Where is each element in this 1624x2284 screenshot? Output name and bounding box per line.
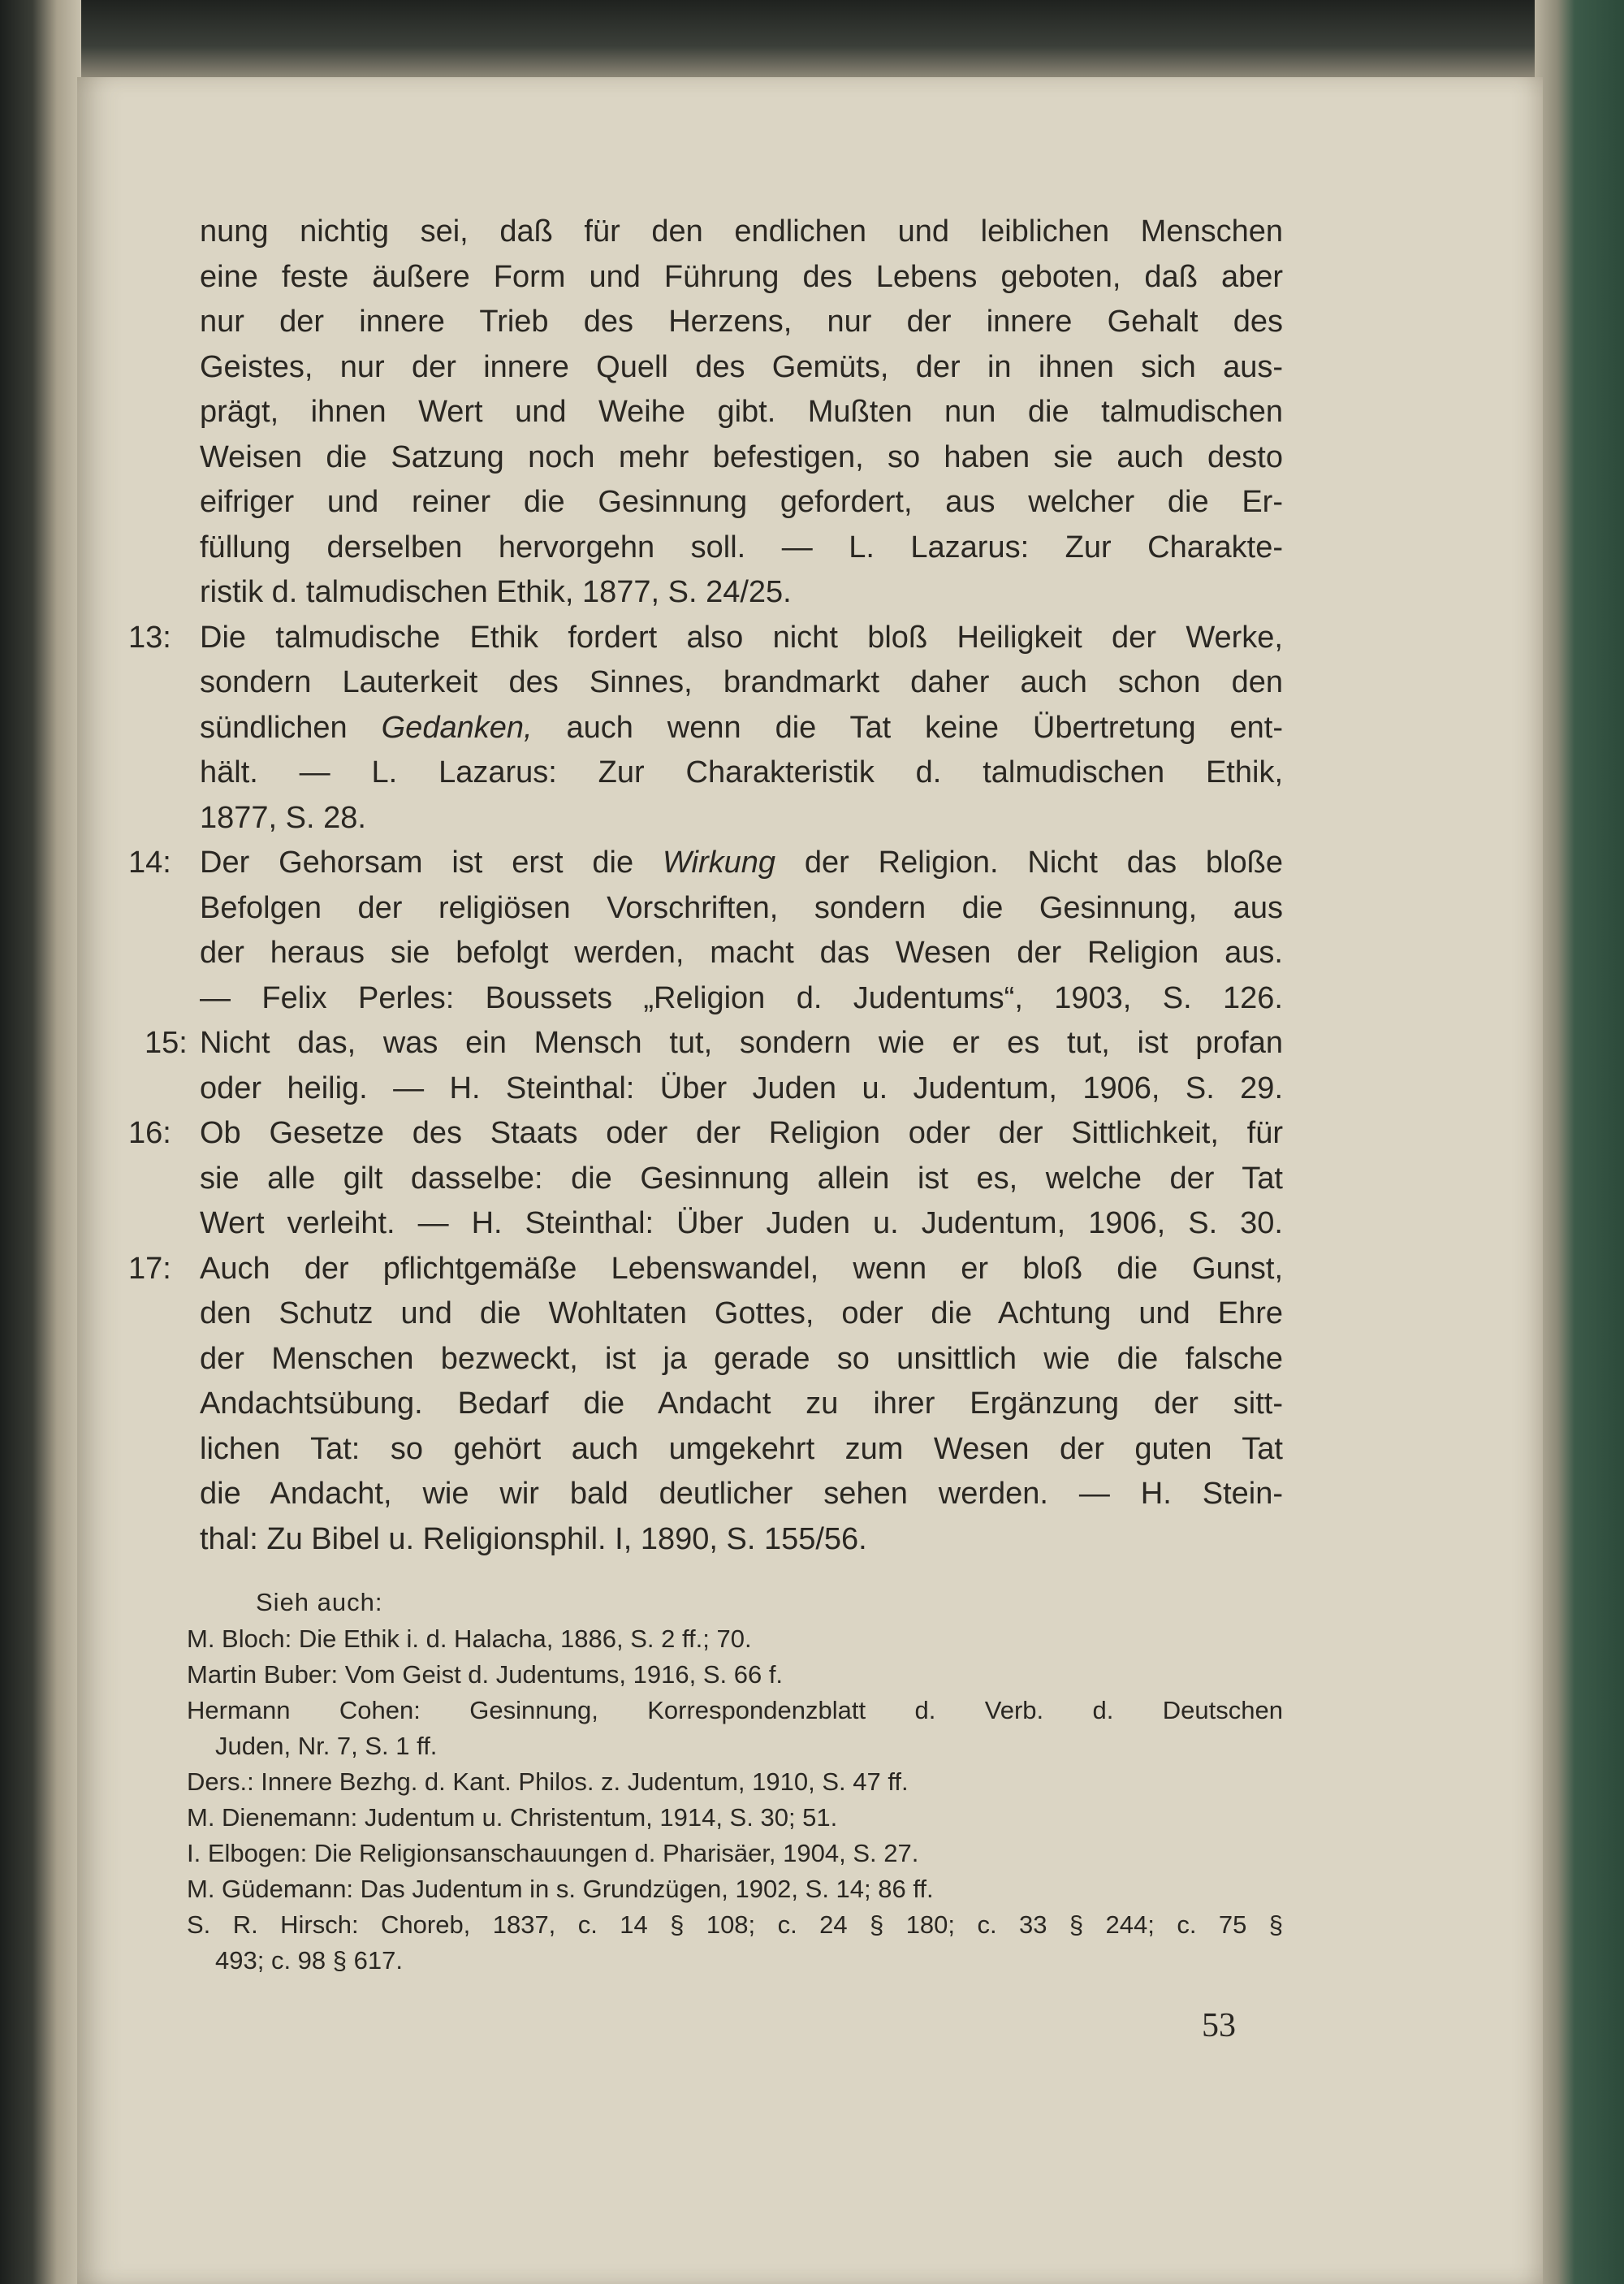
text-segment: oder heilig. — H. Steinthal: Über Juden u. Judentum, 1906, S. 29.: [200, 1071, 1283, 1105]
text-segment: Ob Gesetze des Staats oder der Religion oder der Sittlichkeit, für: [200, 1116, 1283, 1150]
bibliography-entry: Hermann Cohen: Gesinnung, Korrespondenzblatt d. Verb. d. Deutschen: [187, 1696, 1283, 1724]
bibliography-entry: Martin Buber: Vom Geist d. Judentums, 1916, S. 66 f.: [187, 1660, 784, 1689]
text-line: [200, 255, 1283, 301]
book-spine-edge: [0, 0, 81, 2284]
text-line: [200, 210, 1283, 255]
italic-emphasis: Wirkung: [662, 846, 776, 880]
text-line: [200, 526, 1283, 571]
text-line: [200, 1517, 1283, 1563]
text-line: [200, 1201, 1283, 1247]
text-line: [200, 1427, 1283, 1473]
text-line: [200, 1472, 1283, 1517]
text-line: [200, 1157, 1283, 1202]
bibliography-entry: M. Bloch: Die Ethik i. d. Halacha, 1886, S. 2 ff.; 70.: [187, 1624, 752, 1653]
text-segment: sündlichen: [200, 710, 382, 745]
text-segment: Geistes, nur der innere Quell des Gemüts, der in ihnen sich aus-: [200, 349, 1283, 384]
bibliography-entry: S. R. Hirsch: Choreb, 1837, c. 14 § 108; c. 24 § 180; c. 33 § 244; c. 75 §: [187, 1910, 1283, 1939]
text-line: [200, 570, 1283, 616]
entry-start-line: [128, 616, 1283, 661]
bibliography-list: [187, 1621, 1283, 1979]
text-segment: Nicht das, was ein Mensch tut, sondern wie er es tut, ist profan: [200, 1026, 1283, 1060]
entry-number: 17:: [128, 1251, 171, 1286]
bibliography-entry: Juden, Nr. 7, S. 1 ff.: [215, 1732, 438, 1760]
text-line: [200, 931, 1283, 976]
text-line: [200, 1066, 1283, 1112]
text-segment: eine feste äußere Form und Führung des Lebens geboten, daß aber: [200, 259, 1283, 294]
text-segment: Auch der pflichtgemäße Lebenswandel, wenn er bloß die Gunst,: [200, 1251, 1283, 1286]
entry-start-line: [128, 841, 1283, 886]
text-line: [200, 435, 1283, 481]
entry-number: 15:: [145, 1026, 188, 1060]
bibliography-entry: Ders.: Innere Bezhg. d. Kant. Philos. z. Judentum, 1910, S. 47 ff.: [187, 1767, 909, 1796]
text-line: [200, 1291, 1283, 1337]
text-segment: thal: Zu Bibel u. Religionsphil. I, 1890, S. 155/56.: [200, 1521, 867, 1556]
italic-emphasis: Gedanken,: [381, 710, 533, 745]
text-line: [200, 886, 1283, 932]
see-also-heading: Sieh auch:: [256, 1588, 383, 1616]
text-segment: prägt, ihnen Wert und Weihe gibt. Mußten nun die talmudischen: [200, 395, 1283, 429]
entry-start-line: [128, 1247, 1283, 1292]
bibliography-entry: 493; c. 98 § 617.: [215, 1946, 403, 1975]
text-line: [200, 345, 1283, 391]
page-number: 53: [1202, 2007, 1236, 2044]
text-segment: sondern Lauterkeit des Sinnes, brandmarkt daher auch schon den: [200, 665, 1283, 699]
entry-start-line: [128, 1111, 1283, 1157]
text-segment: ristik d. talmudischen Ethik, 1877, S. 24/25.: [200, 575, 792, 609]
text-line: [200, 976, 1283, 1022]
book-top-edge: [0, 0, 1624, 77]
text-segment: Wert verleiht. — H. Steinthal: Über Juden u. Judentum, 1906, S. 30.: [200, 1206, 1283, 1240]
text-segment: eifriger und reiner die Gesinnung gefordert, aus welcher die Er-: [200, 485, 1283, 519]
text-segment: den Schutz und die Wohltaten Gottes, oder die Achtung und Ehre: [200, 1296, 1283, 1330]
text-segment: Befolgen der religiösen Vorschriften, sondern die Gesinnung, aus: [200, 890, 1283, 925]
text-line: [200, 480, 1283, 526]
text-segment: auch wenn die Tat keine Übertretung ent-: [532, 710, 1283, 745]
text-segment: der Menschen bezweckt, ist ja gerade so unsittlich wie die falsche: [200, 1341, 1283, 1376]
text-line: [200, 751, 1283, 796]
see-also-section: [187, 1584, 1283, 1979]
bibliography-entry: M. Dienemann: Judentum u. Christentum, 1914, S. 30; 51.: [187, 1803, 838, 1832]
text-segment: die Andacht, wie wir bald deutlicher sehen werden. — H. Stein-: [200, 1477, 1283, 1511]
book-cover-edge: [1535, 0, 1624, 2284]
text-segment: der heraus sie befolgt werden, macht das Wesen der Religion aus.: [200, 936, 1283, 970]
text-segment: sie alle gilt dasselbe: die Gesinnung allein ist es, welche der Tat: [200, 1161, 1283, 1196]
text-segment: — Felix Perles: Boussets „Religion d. Judentums“, 1903, S. 126.: [200, 980, 1283, 1015]
entry-number: 13:: [128, 620, 171, 655]
text-segment: füllung derselben hervorgehn soll. — L. Lazarus: Zur Charakte-: [200, 530, 1283, 565]
text-line: [200, 1382, 1283, 1427]
body-text: [128, 210, 1283, 1562]
text-segment: Andachtsübung. Bedarf die Andacht zu ihrer Ergänzung der sitt-: [200, 1386, 1283, 1421]
text-segment: Weisen die Satzung noch mehr befestigen, so haben sie auch desto: [200, 439, 1283, 474]
text-segment: nur der innere Trieb des Herzens, nur der innere Gehalt des: [200, 305, 1283, 339]
text-line: [200, 660, 1283, 706]
text-line: [200, 706, 1283, 751]
text-line: [200, 796, 1283, 841]
text-segment: 1877, S. 28.: [200, 800, 366, 835]
entry-number: 14:: [128, 846, 171, 880]
text-segment: Der Gehorsam ist erst die: [200, 846, 663, 880]
text-segment: nung nichtig sei, daß für den endlichen und leiblichen Menschen: [200, 214, 1283, 249]
text-line: [200, 390, 1283, 435]
bibliography-entry: I. Elbogen: Die Religionsanschauungen d. Pharisäer, 1904, S. 27.: [187, 1839, 919, 1867]
text-segment: hält. — L. Lazarus: Zur Charakteristik d. talmudischen Ethik,: [200, 755, 1283, 789]
text-segment: lichen Tat: so gehört auch umgekehrt zum Wesen der guten Tat: [200, 1431, 1283, 1466]
text-segment: der Religion. Nicht das bloße: [775, 846, 1283, 880]
text-line: [200, 300, 1283, 345]
text-line: [200, 1337, 1283, 1382]
bibliography-entry: M. Güdemann: Das Judentum in s. Grundzügen, 1902, S. 14; 86 ff.: [187, 1875, 934, 1903]
text-segment: Die talmudische Ethik fordert also nicht bloß Heiligkeit der Werke,: [200, 620, 1283, 655]
entry-start-line: [145, 1021, 1283, 1066]
entry-number: 16:: [128, 1116, 171, 1150]
